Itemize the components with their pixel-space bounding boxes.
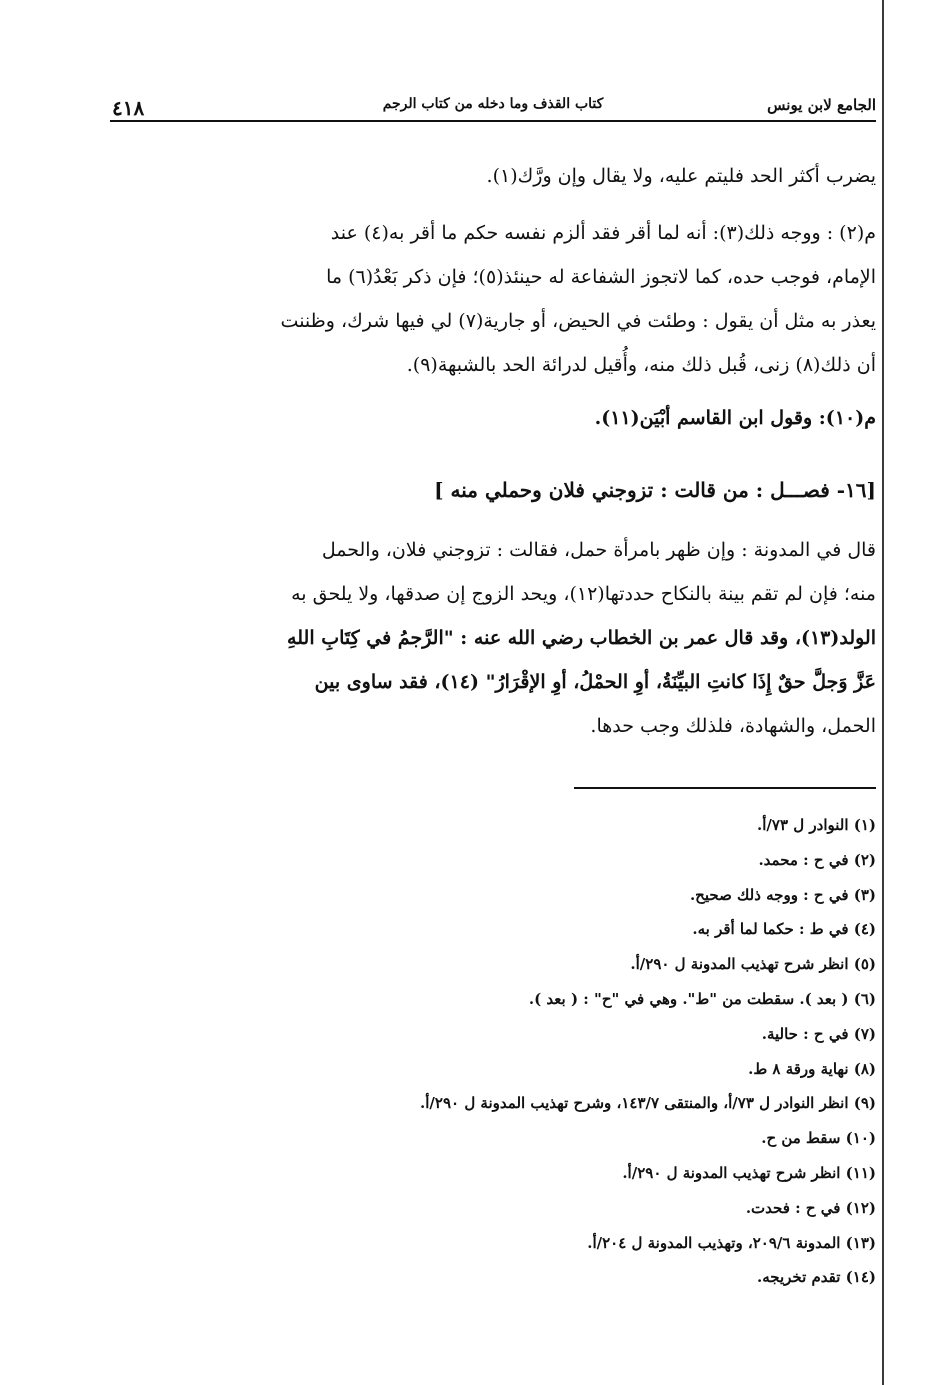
section-heading: [١٦- فصـــل : من قالت : تزوجني فلان وحملي منه ] xyxy=(434,478,876,502)
footnote-separator xyxy=(574,787,876,789)
footnote: (٩) انظر النوادر ل ٧٣/أ، والمنتقى ١٤٣/٧، وشرح تهذيب المدونة ل ٢٩٠/أ. xyxy=(420,1094,876,1113)
page-edge-line xyxy=(882,0,884,1385)
text-line: أن ذلك(٨) زنى، قُبل ذلك منه، وأُقيل لدرائة الحد بالشبهة(٩). xyxy=(406,354,876,376)
text-line: قال في المدونة : وإن ظهر بامرأة حمل، فقالت : تزوجني فلان، والحمل xyxy=(321,539,876,561)
footnote: (١٤) تقدم تخريجه. xyxy=(757,1268,876,1287)
paragraph-1 xyxy=(110,154,876,198)
paragraph-4 xyxy=(110,528,876,748)
footnote: (٥) انظر شرح تهذيب المدونة ل ٢٩٠/أ. xyxy=(630,955,876,974)
running-header xyxy=(110,94,876,122)
paragraph-2 xyxy=(110,211,876,387)
text-line: يضرب أكثر الحد فليتم عليه، ولا يقال وإن ورَّك(١). xyxy=(486,165,876,187)
text-line: م(٢) : ووجه ذلك(٣): أنه لما أقر فقد ألزم نفسه حكم ما أقر به(٤) عند xyxy=(330,222,876,244)
chapter-title: كتاب القذف وما دخله من كتاب الرجم xyxy=(382,96,604,112)
text-line: الحمل، والشهادة، فلذلك وجب حدها. xyxy=(590,715,876,737)
text-line: الإمام، فوجب حده، كما لاتجوز الشفاعة له حينئذ(٥)؛ فإن ذكر بَعْدُ(٦) ما xyxy=(326,266,876,288)
footnote: (١٢) في ح : فحدت. xyxy=(745,1198,876,1217)
footnote: (٦) ( بعد ). سقطت من "ط". وهي في "ح" : ( بعد ). xyxy=(528,989,876,1008)
text-line: يعذر به مثل أن يقول : وطئت في الحيض، أو جارية(٧) لي فيها شرك، وظننت xyxy=(280,310,876,332)
text-line: منه؛ فإن لم تقم بينة بالنكاح حددتها(١٢)، ويحد الزوج إن صدقها، ولا يلحق به xyxy=(291,583,876,605)
footnote-list xyxy=(110,808,876,1295)
footnote: (١٠) سقط من ح. xyxy=(761,1129,876,1148)
footnote: (١) النوادر ل ٧٣/أ. xyxy=(757,816,876,834)
text-line: عَزَّ وَجلَّ حقٌ إِذَا كانتِ البيِّنَةُ، أوِ الحمْلُ، أوِ الإقْرَارُ" (١٤)، فقد ساوى بين xyxy=(314,671,876,693)
footnote: (١٣) المدونة ٢٠٩/٦، وتهذيب المدونة ل ٢٠٤/أ. xyxy=(587,1233,876,1252)
footnote: (٧) في ح : حالية. xyxy=(761,1024,876,1043)
text-line: م(١٠): وقول ابن القاسم أبْيَن(١١). xyxy=(594,407,876,429)
footnote: (٨) نهاية ورقة ٨ ط. xyxy=(748,1059,876,1078)
text-line: الولد(١٣)، وقد قال عمر بن الخطاب رضي الله عنه : "الرَّجمُ في كِتَابِ اللهِ xyxy=(287,627,876,649)
book-title: الجامع لابن يونس xyxy=(767,96,876,114)
page-number: ٤١٨ xyxy=(112,96,145,120)
footnote: (٤) في ط : حكما لما أقر به. xyxy=(692,920,876,939)
footnote: (٣) في ح : ووجه ذلك صحيح. xyxy=(689,885,876,904)
paragraph-3 xyxy=(110,396,876,440)
footnote: (١١) انظر شرح تهذيب المدونة ل ٢٩٠/أ. xyxy=(622,1163,876,1182)
footnote: (٢) في ح : محمد. xyxy=(758,850,876,869)
